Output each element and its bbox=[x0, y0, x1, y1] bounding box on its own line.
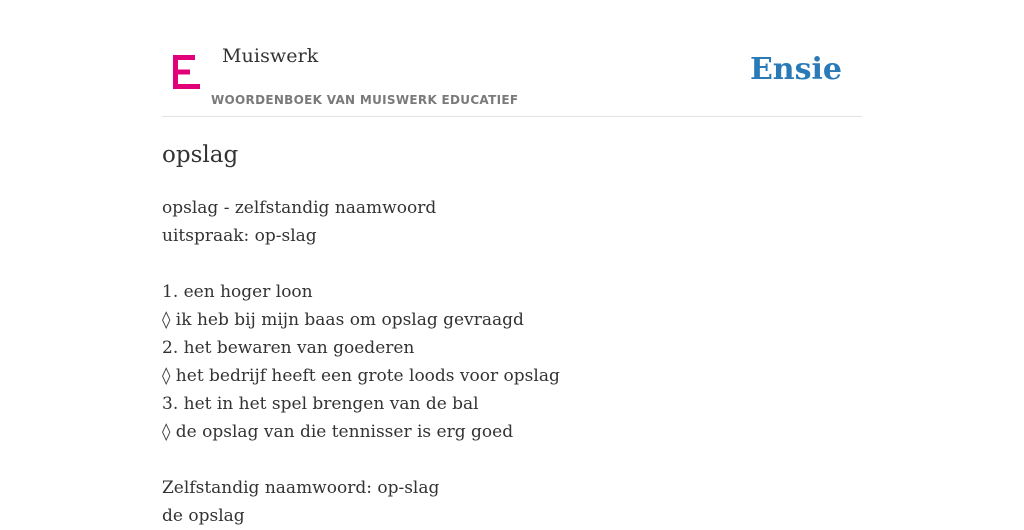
entry-line-pronunciation: uitspraak: op-slag bbox=[162, 226, 317, 246]
entry-body bbox=[162, 194, 862, 530]
entry-line-word-type: opslag - zelfstandig naamwoord bbox=[162, 198, 437, 218]
entry-line-definition-3: 3. het in het spel brengen van de bal bbox=[162, 394, 479, 414]
entry-line-example-3: ◊ de opslag van die tennisser is erg goed bbox=[162, 422, 514, 442]
brand-subtitle: WOORDENBOEK VAN MUISWERK EDUCATIEF bbox=[211, 93, 519, 107]
site-header bbox=[162, 0, 862, 117]
entry-line-article: de opslag bbox=[162, 506, 245, 526]
entry-content bbox=[162, 136, 862, 530]
entry-line-example-1: ◊ ik heb bij mijn baas om opslag gevraagd bbox=[162, 310, 524, 330]
entry-title: opslag bbox=[162, 142, 239, 168]
entry-line-definition-1: 1. een hoger loon bbox=[162, 282, 313, 302]
entry-line-hyphenation: Zelfstandig naamwoord: op-slag bbox=[162, 478, 440, 498]
muiswerk-logo-icon[interactable] bbox=[173, 55, 201, 89]
entry-line-definition-2: 2. het bewaren van goederen bbox=[162, 338, 415, 358]
entry-blank-line bbox=[162, 250, 862, 278]
brand-name[interactable]: Muiswerk bbox=[222, 45, 319, 67]
ensie-link[interactable]: Ensie bbox=[749, 52, 842, 87]
entry-blank-line bbox=[162, 446, 862, 474]
entry-line-example-2: ◊ het bedrijf heeft een grote loods voor opslag bbox=[162, 366, 560, 386]
